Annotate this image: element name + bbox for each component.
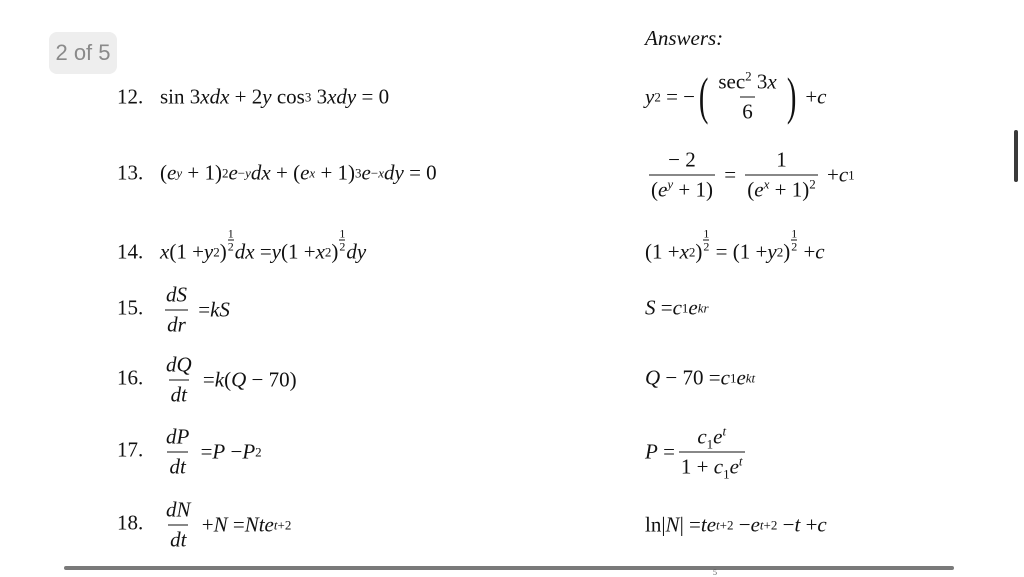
problem-number: 16. — [117, 365, 144, 390]
problem-answer: P = $\frac{c_1e^t}{1 + c_1e^t}$ — [645, 423, 743, 482]
problem-answer: Q − 70 = c 1 e kt — [645, 365, 756, 390]
problem-equation: $\frac{dN}{dt}$ + N = Nte t+2 — [166, 497, 292, 552]
problem-number: 12. — [117, 84, 144, 109]
problem-number: 15. — [117, 295, 144, 320]
problem-answer: y 2 = − ( $\frac{\sec^2 3x}{6}$ ) + c — [645, 68, 827, 125]
page-number-mark: 5 — [713, 568, 717, 577]
problem-equation: $\frac{dP}{dt}$ = P − P 2 — [166, 424, 262, 479]
problem-equation: sin 3 xdx + 2 y cos 3 3 xdy = 0 — [160, 84, 390, 109]
problem-equation: $\frac{dS}{dr}$ = kS — [166, 282, 230, 337]
problem-number: 13. — [117, 160, 144, 185]
scrollbar-thumb[interactable] — [1014, 130, 1018, 182]
answers-heading: Answers: — [645, 26, 724, 50]
problem-answer: S = c 1 e kr — [645, 295, 709, 320]
problem-number: 18. — [117, 510, 144, 535]
page-divider — [64, 566, 954, 570]
problem-equation: x (1 + y 2 ) 1 2 dx = y (1 + x 2 ) 1 2 dy — [160, 226, 367, 264]
problem-equation: ( e y + 1) 2 e −y dx + ( e x + 1) 3 e −x dy = 0 — [160, 160, 437, 185]
problem-equation: $\frac{dQ}{dt}$ = k ( Q − 70) — [166, 352, 297, 407]
problem-number: 17. — [117, 437, 144, 462]
problem-answer: ln| N | = te t+2 − e t+2 − t + c — [645, 512, 827, 537]
problem-number: 14. — [117, 239, 144, 264]
problem-answer: (1 + x 2 ) 1 2 = (1 + y 2 ) 1 2 + c — [645, 226, 825, 264]
page-indicator: 2 of 5 — [49, 32, 117, 74]
problem-answer: $\frac{- 2}{(e^y + 1)}$ = $\frac{1}{(e^x + 1)^2}$ + c 1 — [651, 147, 855, 202]
